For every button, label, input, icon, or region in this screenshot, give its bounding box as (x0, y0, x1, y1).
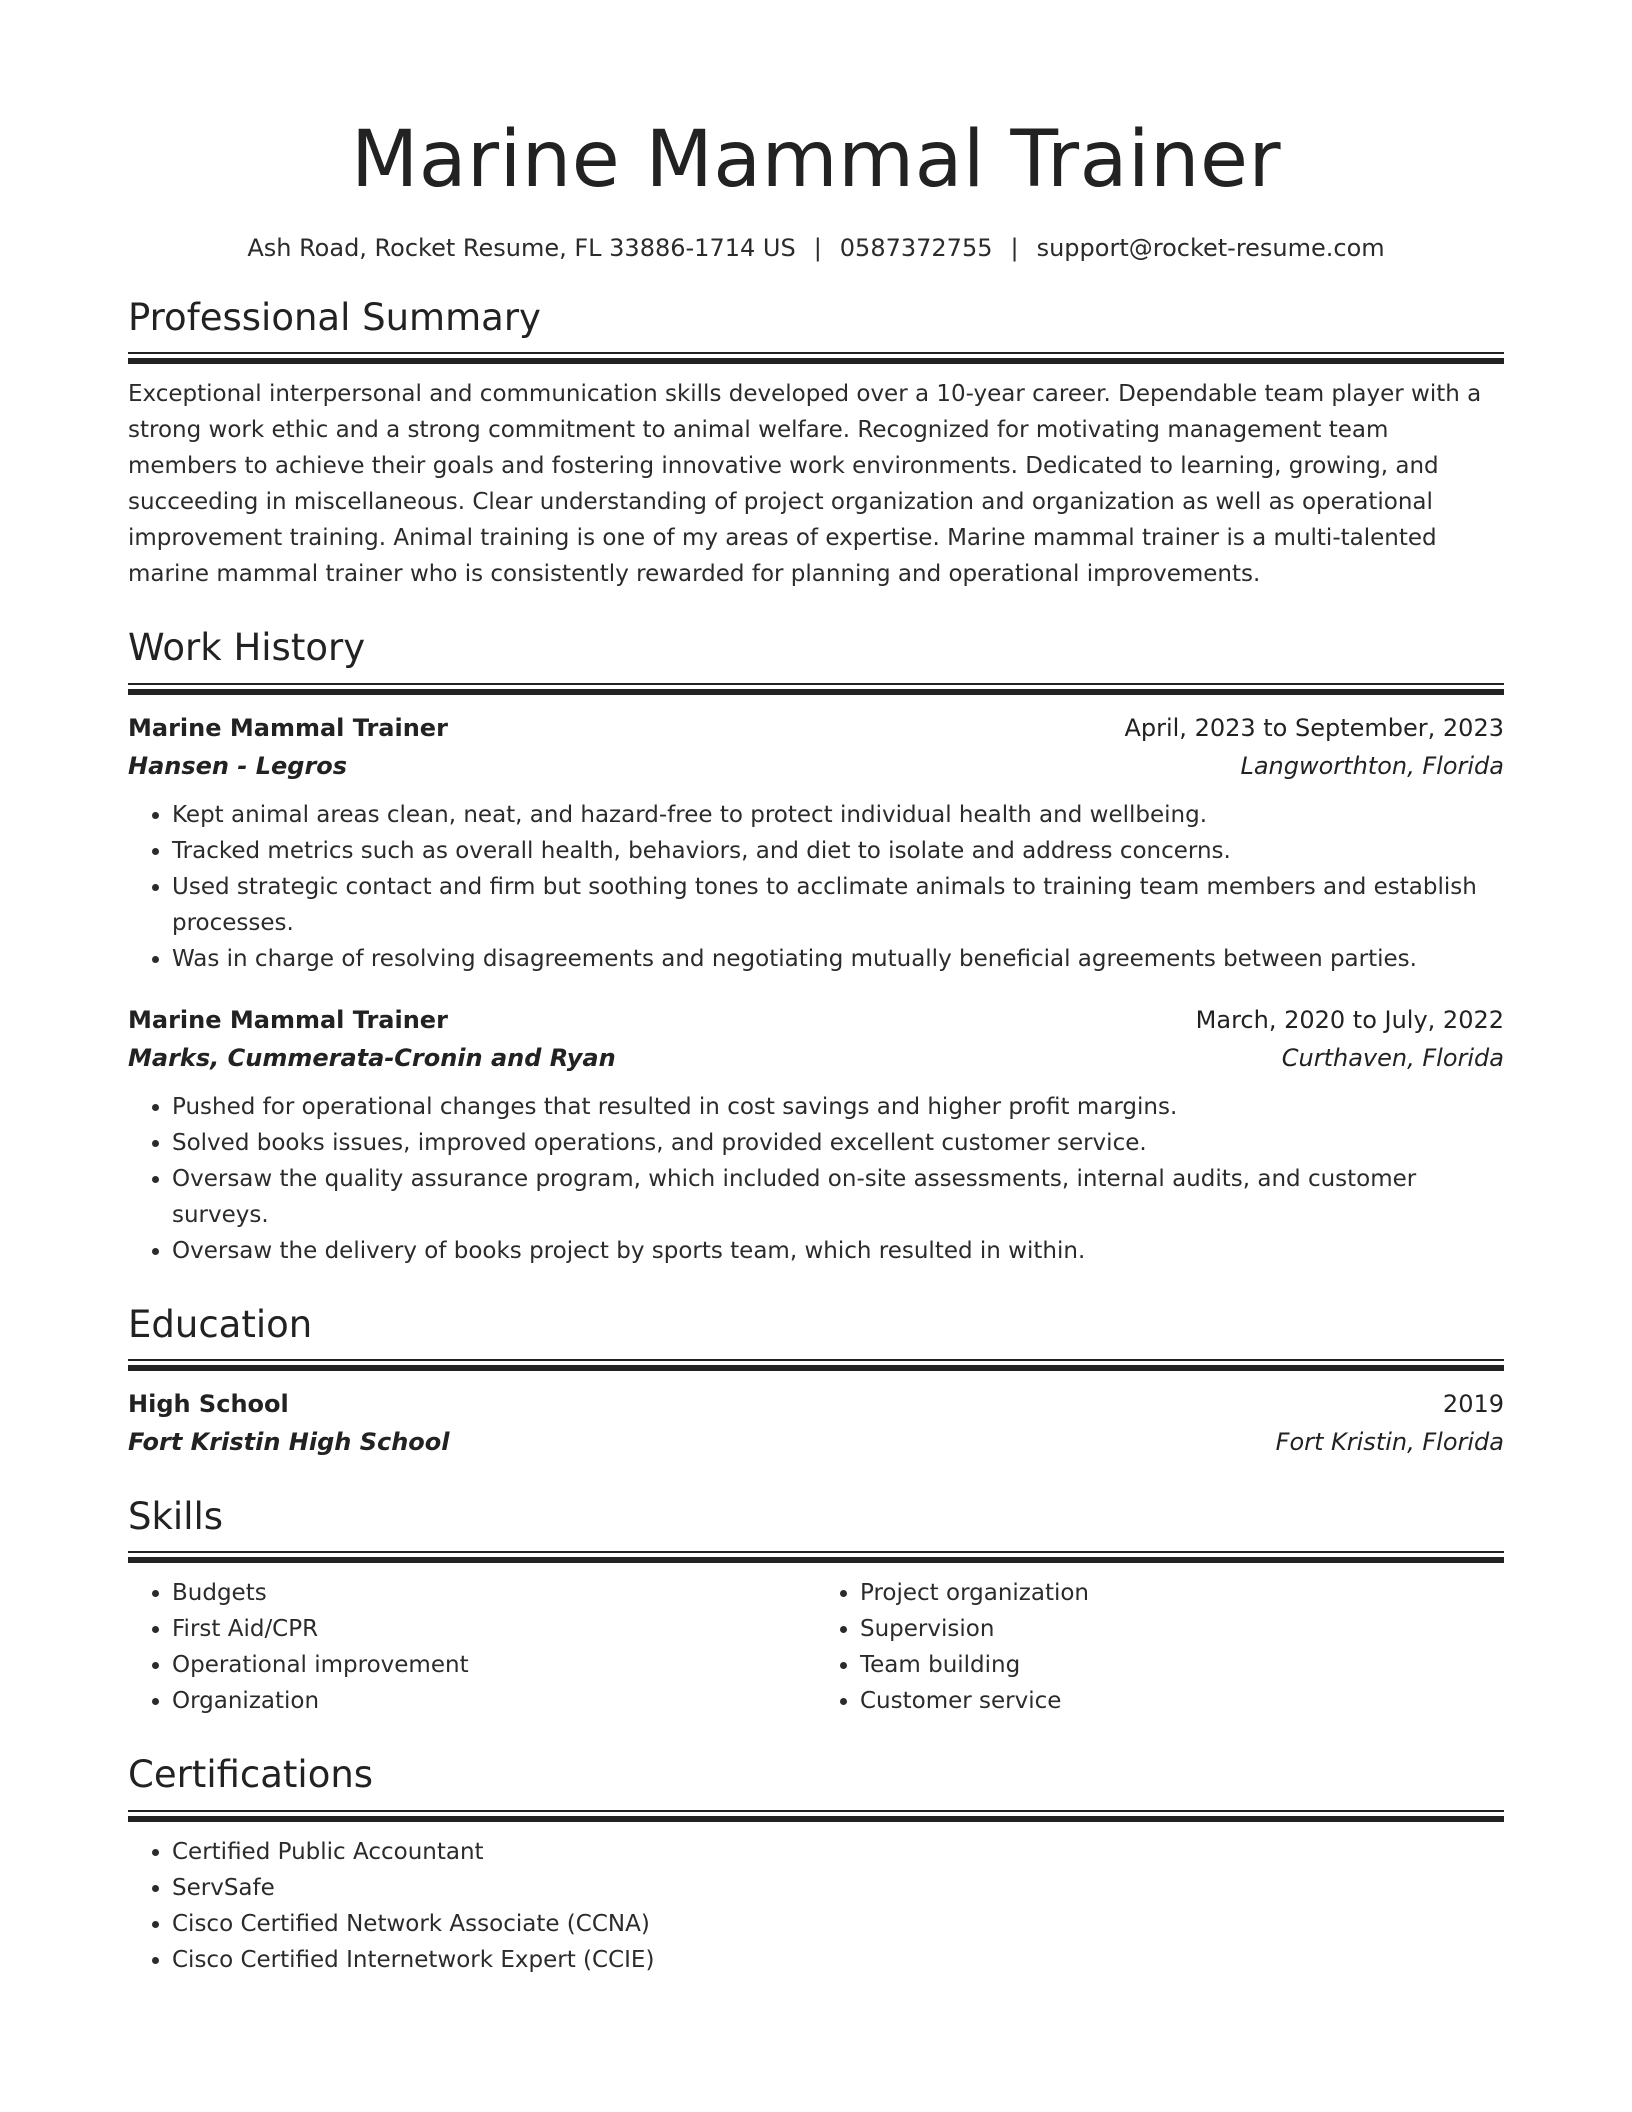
job-entry (128, 709, 1504, 977)
job-bullet: • Oversaw the quality assurance program, which included on-site assessments, internal audits, and customer surveys. (172, 1161, 1504, 1233)
certification-item: • ServSafe (172, 1870, 1504, 1906)
skills-right-list (816, 1575, 1504, 1719)
job-bullet: • Tracked metrics such as overall health, behaviors, and diet to isolate and address concerns. (172, 833, 1504, 869)
section-divider (128, 352, 1504, 364)
job-dates: April, 2023 to September, 2023 (1124, 713, 1504, 742)
skill-item: • Budgets (172, 1575, 816, 1611)
education-section (128, 1303, 1504, 1461)
certification-item: • Cisco Certified Network Associate (CCNA) (172, 1906, 1504, 1942)
section-divider (128, 1551, 1504, 1563)
skill-item: • Customer service (860, 1683, 1504, 1719)
education-year: 2019 (1442, 1389, 1504, 1418)
skills-left-list (128, 1575, 816, 1719)
contact-separator: | (813, 233, 822, 262)
job-bullet: • Used strategic contact and firm but soothing tones to acclimate animals to training team members and establish processes. (172, 869, 1504, 941)
job-dates: March, 2020 to July, 2022 (1195, 1005, 1504, 1034)
summary-section (128, 296, 1504, 592)
certification-item: • Certified Public Accountant (172, 1834, 1504, 1870)
skills-heading: Skills (128, 1494, 224, 1538)
resume-title: Marine Mammal Trainer (350, 115, 1282, 205)
job-bullets (128, 1089, 1504, 1269)
skill-item: • Team building (860, 1647, 1504, 1683)
job-location: Curthaven, Florida (1281, 1043, 1504, 1072)
contact-separator: | (1010, 233, 1019, 262)
skills-section (128, 1495, 1504, 1719)
job-bullets (128, 797, 1504, 977)
contact-line (128, 234, 1504, 262)
skill-item: • Project organization (860, 1575, 1504, 1611)
certification-item: • Cisco Certified Internetwork Expert (CCIE) (172, 1942, 1504, 1978)
work-section (128, 626, 1504, 1268)
skill-item: • Operational improvement (172, 1647, 816, 1683)
contact-address: Ash Road, Rocket Resume, FL 33886-1714 US (247, 233, 796, 262)
summary-text: Exceptional interpersonal and communication skills developed over a 10-year career. Dependable team player with a strong work ethic and a strong commitment to animal welfare. Recognized for motivating management team members to achieve their goals and fostering innovative work environments. Dedicated to learning, growing, and succeeding in miscellaneous. Clear understanding of project organization and organization as well as operational improvement training. Animal training is one of my areas of expertise. Marine mammal trainer is a multi-talented marine mammal trainer who is consistently rewarded for planning and operational improvements. (128, 381, 1482, 588)
certifications-heading: Certifications (128, 1753, 374, 1797)
skill-item: • First Aid/CPR (172, 1611, 816, 1647)
education-entry (128, 1385, 1504, 1461)
job-title: Marine Mammal Trainer (128, 713, 448, 742)
job-bullet: • Was in charge of resolving disagreements and negotiating mutually beneficial agreements between parties. (172, 941, 1504, 977)
job-bullet: • Solved books issues, improved operations, and provided excellent customer service. (172, 1125, 1504, 1161)
section-divider (128, 1810, 1504, 1822)
job-bullet: • Kept animal areas clean, neat, and hazard-free to protect individual health and wellbeing. (172, 797, 1504, 833)
education-location: Fort Kristin, Florida (1275, 1427, 1504, 1456)
work-heading: Work History (128, 626, 366, 670)
summary-heading: Professional Summary (128, 295, 541, 339)
certifications-section (128, 1753, 1504, 1977)
certifications-list (128, 1834, 1504, 1978)
job-title: Marine Mammal Trainer (128, 1005, 448, 1034)
education-degree: High School (128, 1389, 289, 1418)
skill-item: • Organization (172, 1683, 816, 1719)
skills-columns (128, 1575, 1504, 1719)
job-location: Langworthton, Florida (1240, 751, 1504, 780)
skill-item: • Supervision (860, 1611, 1504, 1647)
job-bullet: • Pushed for operational changes that resulted in cost savings and higher profit margins. (172, 1089, 1504, 1125)
education-heading: Education (128, 1302, 313, 1346)
job-entry (128, 1001, 1504, 1269)
section-divider (128, 1359, 1504, 1371)
job-bullet: • Oversaw the delivery of books project by sports team, which resulted in within. (172, 1233, 1504, 1269)
contact-email: support@rocket-resume.com (1036, 233, 1385, 262)
section-divider (128, 683, 1504, 695)
job-employer: Hansen - Legros (128, 751, 348, 780)
contact-phone: 0587372755 (839, 233, 993, 262)
education-school: Fort Kristin High School (128, 1427, 450, 1456)
job-employer: Marks, Cummerata-Cronin and Ryan (128, 1043, 616, 1072)
